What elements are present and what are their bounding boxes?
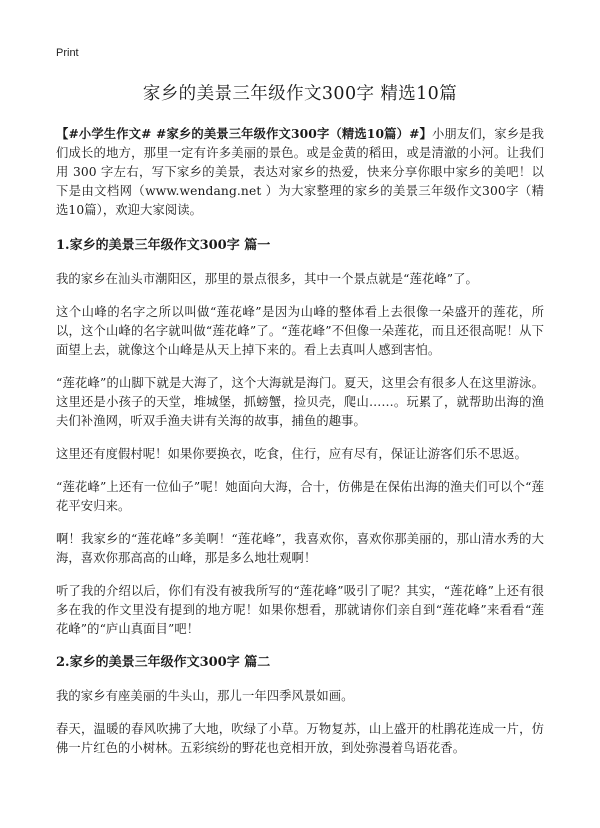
section-1-paragraph-6: 啊！我家乡的“莲花峰”多美啊！“莲花峰”，我喜欢你，喜欢你那美丽的，那山清水秀的大海，喜欢你那高高的山峰，那是多么地壮观啊！ [56, 532, 544, 565]
print-label[interactable]: Print [56, 47, 79, 59]
section-1-paragraph-1: 我的家乡在汕头市潮阳区，那里的景点很多，其中一个景点就是“莲花峰”了。 [56, 272, 478, 286]
section-1-paragraph-4: 这里还有度假村呢！如果你要换衣，吃食，住行，应有尽有，保证让游客们乐不思返。 [56, 447, 528, 461]
section-2-paragraph-1: 我的家乡有座美丽的牛头山，那儿一年四季风景如画。 [56, 689, 354, 703]
intro-text: 小朋友们，家乡是我们成长的地方，那里一定有许多美丽的景色。或是金黄的稻田，或是清澈的小河。让我们用 300 字左右，写下家乡的美景，表达对家乡的热爱，快来分享你眼中家乡的美吧！以下是由文档网（www.wendang.net ）为大家整理的家乡的美景三年级作文300字（精选10篇），欢迎大家阅读。 [56, 127, 544, 217]
section-2-paragraph-2: 春天，温暖的春风吹拂了大地，吹绿了小草。万物复苏，山上盛开的杜鹃花连成一片，仿佛一片红色的小树林。五彩缤纷的野花也竞相开放，到处弥漫着鸟语花香。 [56, 722, 544, 755]
section-1-paragraph-2: 这个山峰的名字之所以叫做“莲花峰”是因为山峰的整体看上去很像一朵盛开的莲花，所以，这个山峰的名字就叫做“莲花峰”了。“莲花峰”不但像一朵莲花，而且还很高呢！从下面望上去，就像这个山峰是从天上掉下来的。看上去真叫人感到害怕。 [56, 305, 544, 357]
section-1-paragraph-3: “莲花峰”的山脚下就是大海了，这个大海就是海门。夏天，这里会有很多人在这里游泳。这里还是小孩子的天堂，堆城堡，抓螃蟹，捡贝壳，爬山……。玩累了，就帮助出海的渔夫们补渔网，听双手渔夫讲有关海的故事，捕鱼的趣事。 [56, 376, 544, 428]
section-heading-2: 2.家乡的美景三年级作文300字 篇二 [56, 655, 271, 670]
intro-paragraph [56, 124, 544, 220]
section-1-paragraph-7: 听了我的介绍以后，你们有没有被我所写的“莲花峰”吸引了呢？其实，“莲花峰”上还有很多在我的作文里没有提到的地方呢！如果你想看，那就请你们亲自到“莲花峰”来看看“莲花峰”的“庐山真面目”吧！ [56, 584, 544, 636]
section-heading-1: 1.家乡的美景三年级作文300字 篇一 [56, 238, 271, 253]
page-title: 家乡的美景三年级作文300字 精选10篇 [142, 84, 458, 104]
section-1-paragraph-5: “莲花峰”上还有一位仙子”呢！她面向大海，合十，仿佛是在保佑出海的渔夫们可以个“莲花平安归来。 [56, 480, 544, 513]
intro-tag: 【#小学生作文# #家乡的美景三年级作文300字（精选10篇）#】 [56, 126, 432, 141]
